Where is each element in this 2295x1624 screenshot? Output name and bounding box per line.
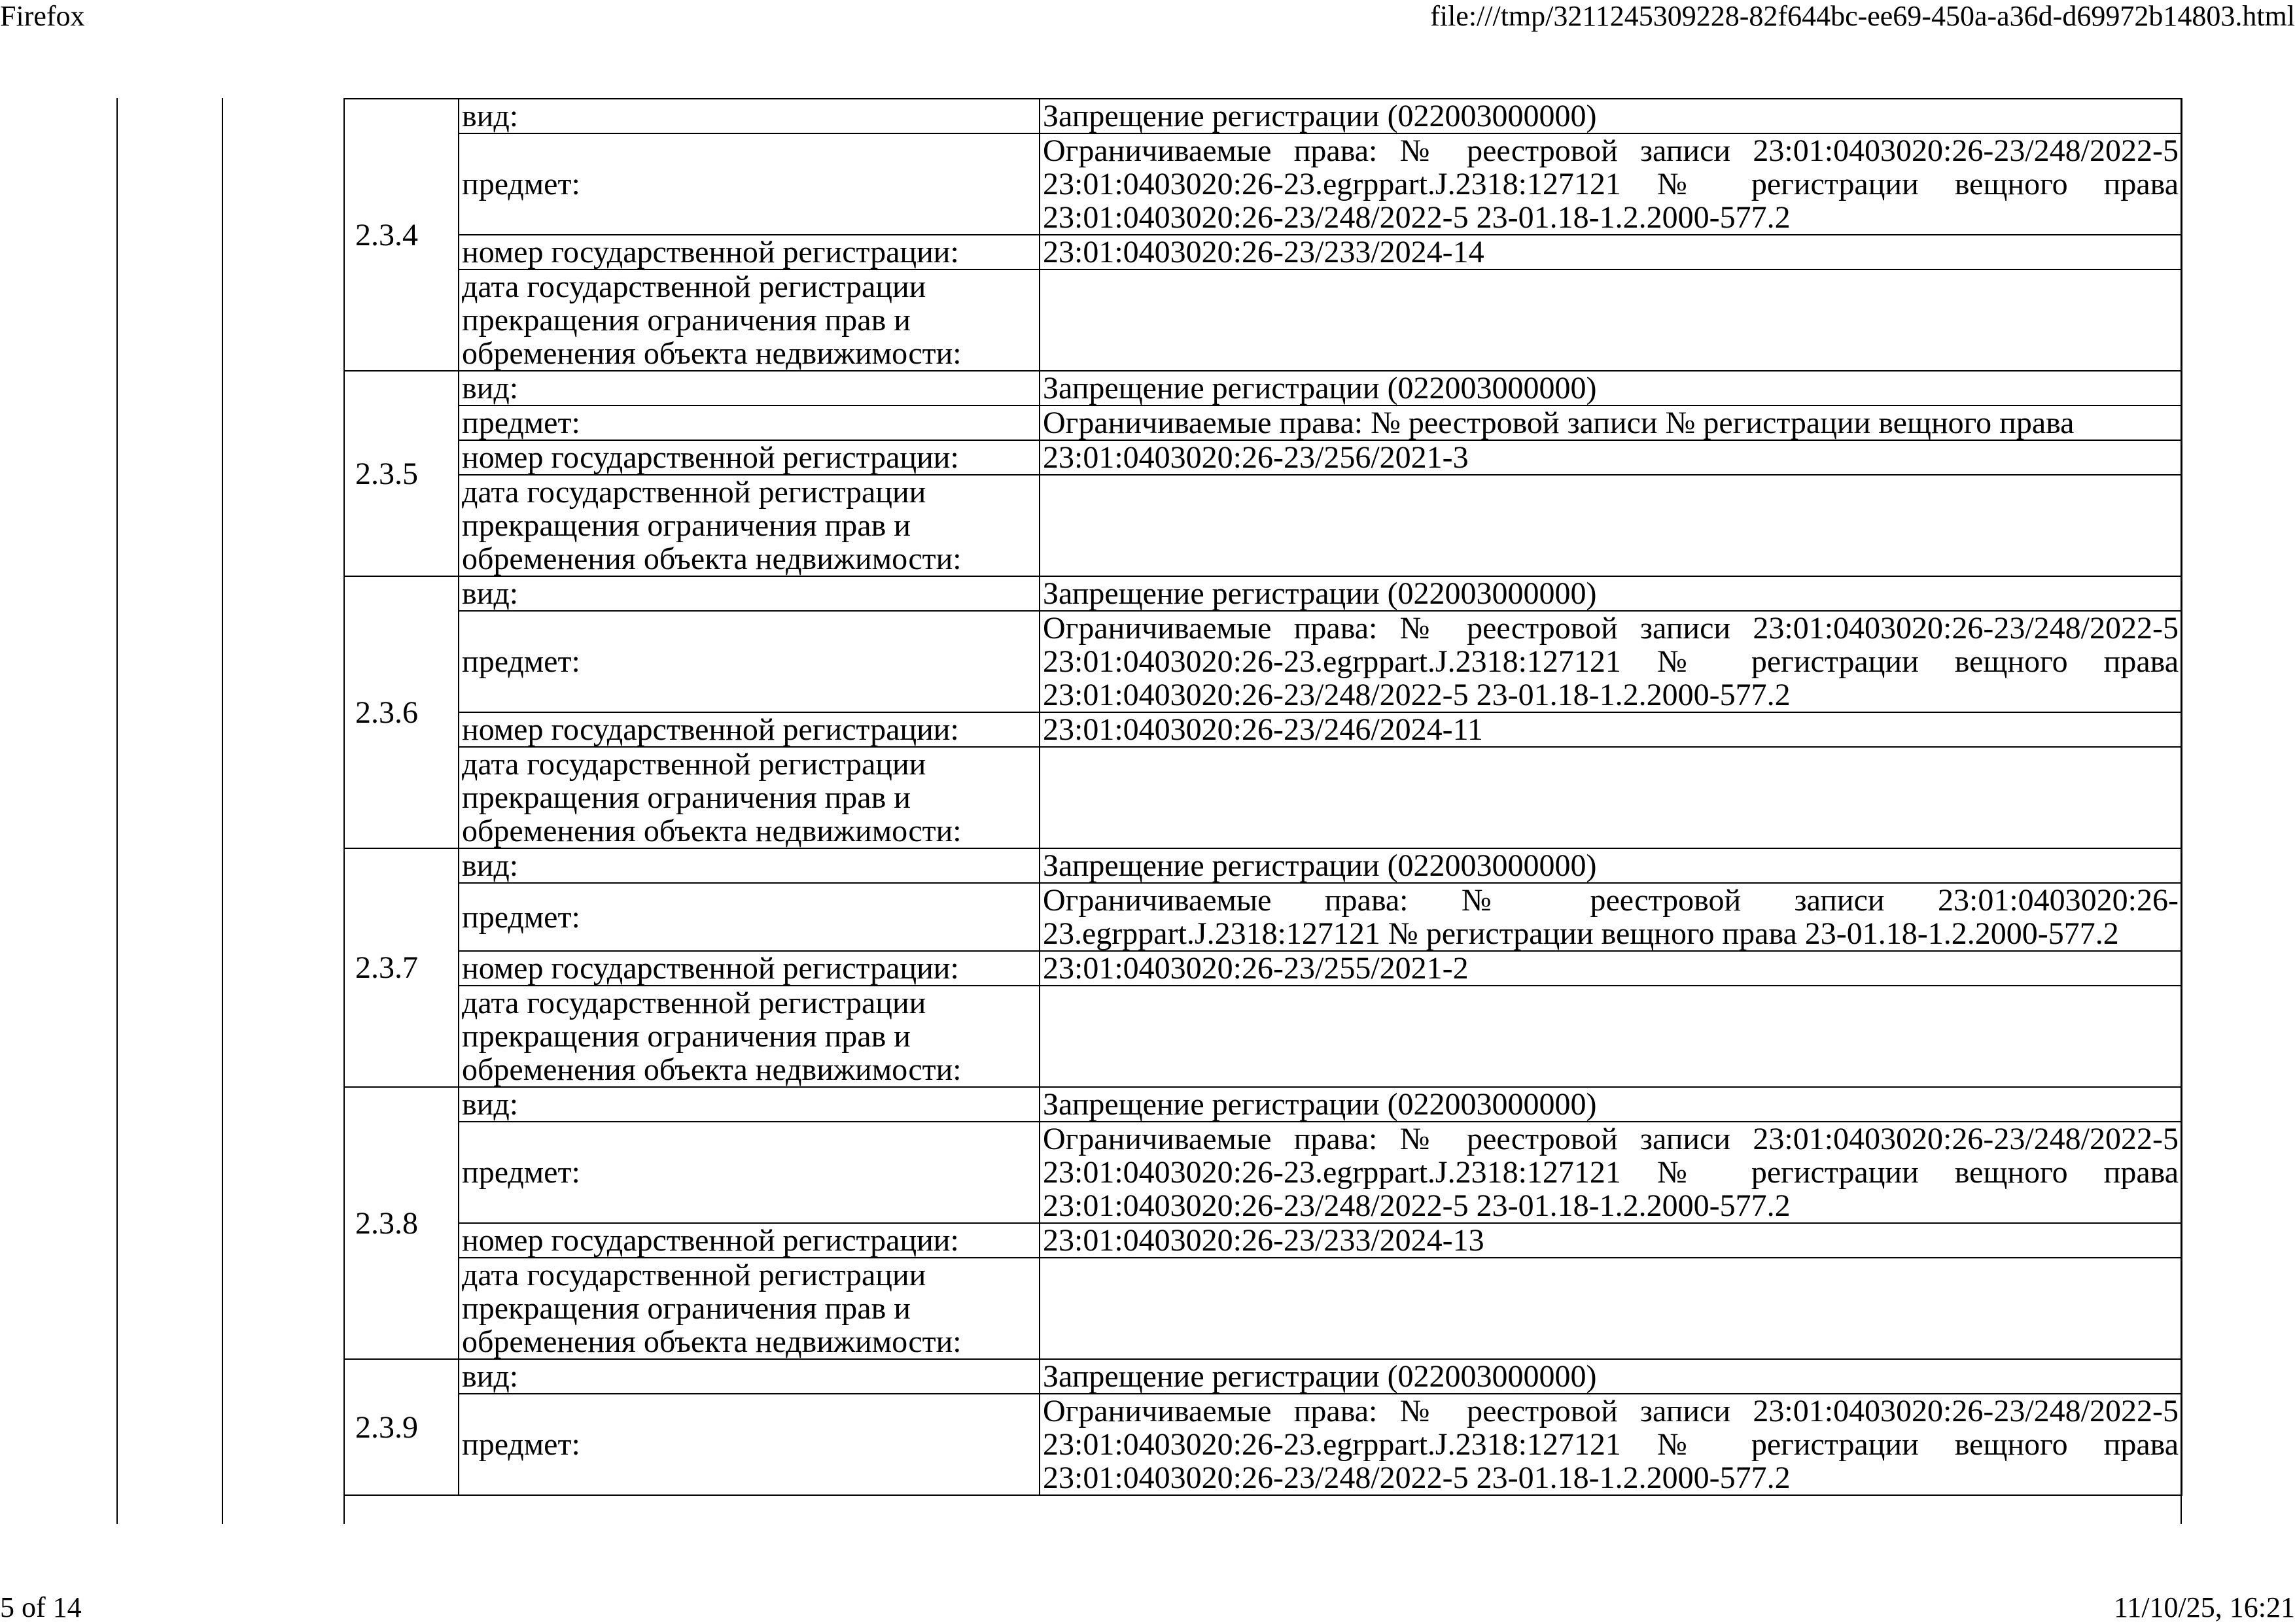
field-label-line: дата государственной регистрации [462,475,926,510]
record-row-vid [343,99,2182,133]
field-value-nomer: 23:01:0403020:26-23/256/2021-3 [1040,440,2182,475]
record-row-nomer [343,1223,2182,1258]
record-row-nomer [343,440,2182,475]
field-label-line: дата государственной регистрации [462,1258,926,1292]
margin-rule-inner [222,98,223,1524]
field-label-line: прекращения ограничения прав и [462,303,911,337]
record-row-nomer [343,951,2182,986]
field-value-nomer: 23:01:0403020:26-23/255/2021-2 [1040,951,2182,986]
record-number: 2.3.8 [343,1087,459,1359]
field-label: предмет: [459,1122,1040,1223]
field-label-line: обременения объекта недвижимости: [462,1324,962,1359]
field-label: предмет: [459,611,1040,712]
field-label-line: обременения объекта недвижимости: [462,542,962,576]
field-value-predmet: Ограничиваемые права: № реестровой записи 23:01:0403020:26-23/248/2022-5 23:01:0403020:26-23.egrppart.J.2318:127121 № регистрации вещного права 23:01:0403020:26-23/248/2022-5 23-01.18-1.2.2000-577.2 [1040,1394,2182,1495]
field-label-line: дата государственной регистрации [462,747,926,782]
field-label-line: обременения объекта недвижимости: [462,1052,962,1087]
field-value-vid: Запрещение регистрации (022003000000) [1040,1359,2182,1394]
field-label: вид: [459,371,1040,406]
browser-app-name: Firefox [0,0,85,32]
record-row-vid [343,1087,2182,1122]
field-value-predmet: Ограничиваемые права: № реестровой записи 23:01:0403020:26-23/248/2022-5 23:01:0403020:26-23.egrppart.J.2318:127121 № регистрации вещного права 23:01:0403020:26-23/248/2022-5 23-01.18-1.2.2000-577.2 [1040,1122,2182,1223]
field-label-line: обременения объекта недвижимости: [462,336,962,371]
record-row-data [343,1258,2182,1359]
field-value-predmet: Ограничиваемые права: № реестровой записи № регистрации вещного права [1040,406,2182,440]
field-value-data [1040,475,2182,576]
field-label-line: прекращения ограничения прав и [462,780,911,815]
field-value-data [1040,747,2182,848]
record-row-vid [343,848,2182,883]
field-label-multiline [459,986,1040,1087]
record-row-data [343,986,2182,1087]
record-number: 2.3.7 [343,848,459,1087]
field-label-multiline [459,1258,1040,1359]
field-label: номер государственной регистрации: [459,951,1040,986]
field-value-predmet: Ограничиваемые права: № реестровой записи 23:01:0403020:26-23/248/2022-5 23:01:0403020:26-23.egrppart.J.2318:127121 № регистрации вещного права 23:01:0403020:26-23/248/2022-5 23-01.18-1.2.2000-577.2 [1040,133,2182,235]
field-label: предмет: [459,133,1040,235]
record-row-vid [343,1359,2182,1394]
field-label: вид: [459,1087,1040,1122]
record-row-predmet [343,883,2182,951]
margin-rule-left [116,98,118,1524]
field-label-line: прекращения ограничения прав и [462,1291,911,1326]
record-row-vid [343,371,2182,406]
encumbrance-table-body [343,99,2182,1495]
field-value-nomer: 23:01:0403020:26-23/233/2024-13 [1040,1223,2182,1258]
field-label: предмет: [459,406,1040,440]
field-label-line: дата государственной регистрации [462,269,926,304]
field-label: номер государственной регистрации: [459,1223,1040,1258]
field-label-line: дата государственной регистрации [462,986,926,1020]
field-label: вид: [459,576,1040,611]
field-value-data [1040,986,2182,1087]
record-row-nomer [343,712,2182,747]
field-value-predmet: Ограничиваемые права: № реестровой записи 23:01:0403020:26-23.egrppart.J.2318:127121 № регистрации вещного права 23-01.18-1.2.2000-577.2 [1040,883,2182,951]
record-row-data [343,269,2182,371]
record-number: 2.3.6 [343,576,459,848]
record-row-vid [343,576,2182,611]
field-label: вид: [459,1359,1040,1394]
field-value-vid: Запрещение регистрации (022003000000) [1040,99,2182,133]
field-label-line: прекращения ограничения прав и [462,508,911,543]
field-label: вид: [459,99,1040,133]
field-value-vid: Запрещение регистрации (022003000000) [1040,848,2182,883]
field-label: номер государственной регистрации: [459,440,1040,475]
field-label-multiline [459,475,1040,576]
record-row-predmet [343,611,2182,712]
field-label: предмет: [459,883,1040,951]
field-value-vid: Запрещение регистрации (022003000000) [1040,1087,2182,1122]
field-value-predmet: Ограничиваемые права: № реестровой записи 23:01:0403020:26-23/248/2022-5 23:01:0403020:26-23.egrppart.J.2318:127121 № регистрации вещного права 23:01:0403020:26-23/248/2022-5 23-01.18-1.2.2000-577.2 [1040,611,2182,712]
field-value-data [1040,269,2182,371]
record-number: 2.3.5 [343,371,459,576]
field-value-nomer: 23:01:0403020:26-23/246/2024-11 [1040,712,2182,747]
field-value-nomer: 23:01:0403020:26-23/233/2024-14 [1040,235,2182,269]
record-row-predmet [343,1394,2182,1495]
record-row-predmet [343,1122,2182,1223]
record-row-predmet [343,406,2182,440]
field-label-line: прекращения ограничения прав и [462,1019,911,1054]
field-label: вид: [459,848,1040,883]
record-number: 2.3.4 [343,99,459,371]
record-row-data [343,747,2182,848]
field-label: номер государственной регистрации: [459,235,1040,269]
field-label: номер государственной регистрации: [459,712,1040,747]
field-value-vid: Запрещение регистрации (022003000000) [1040,371,2182,406]
field-value-data [1040,1258,2182,1359]
record-row-predmet [343,133,2182,235]
encumbrance-table [343,98,2182,1496]
field-label-multiline [459,747,1040,848]
field-label-line: обременения объекта недвижимости: [462,814,962,848]
record-number: 2.3.9 [343,1359,459,1495]
record-row-nomer [343,235,2182,269]
page-indicator: 5 of 14 [0,1591,82,1623]
record-row-data [343,475,2182,576]
field-value-vid: Запрещение регистрации (022003000000) [1040,576,2182,611]
page-url: file:///tmp/3211245309228-82f644bc-ee69-450a-a36d-d69972b14803.html [1430,0,2295,32]
print-datetime: 11/10/25, 16:21 [2113,1591,2295,1623]
field-label: предмет: [459,1394,1040,1495]
field-label-multiline [459,269,1040,371]
